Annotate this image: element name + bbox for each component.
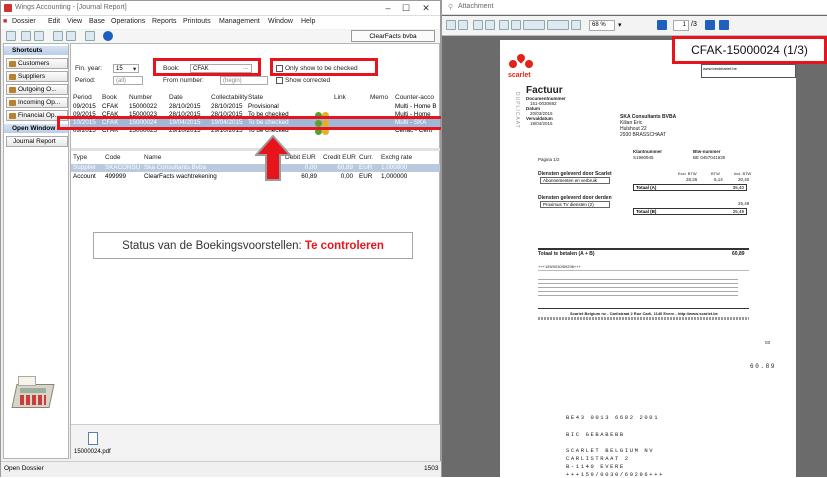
col-exchange-rate[interactable]: Exchg rate bbox=[381, 154, 413, 161]
sidebar-item-outgoing[interactable] bbox=[6, 84, 68, 95]
cell: Ska Consultants Bvba bbox=[144, 164, 206, 171]
warning-icon[interactable] bbox=[322, 128, 329, 135]
cell: CFAK bbox=[102, 103, 119, 110]
total-a-value: 35,40 bbox=[732, 185, 744, 190]
cell: CFAK bbox=[102, 111, 119, 118]
cell: 499999 bbox=[105, 173, 127, 180]
menu-management[interactable]: Management bbox=[219, 18, 260, 25]
minimize-button[interactable]: – bbox=[385, 3, 391, 13]
calculator-icon bbox=[10, 372, 56, 412]
total-box bbox=[633, 184, 747, 191]
invoice-title: Factuur bbox=[526, 85, 563, 96]
next-page-icon[interactable] bbox=[705, 20, 715, 30]
save-icon[interactable] bbox=[446, 20, 456, 30]
scarlet-logo-icon bbox=[508, 54, 534, 70]
status-bar bbox=[1, 461, 442, 477]
attachment-filename[interactable]: 15000024.pdf bbox=[74, 449, 111, 455]
menu-dossier[interactable]: Dossier bbox=[12, 18, 36, 25]
col-memo[interactable]: Memo bbox=[370, 94, 389, 101]
fin-year-label: Fin. year: bbox=[75, 65, 103, 72]
menu-window[interactable]: Window bbox=[268, 18, 293, 25]
zoom-out-icon[interactable] bbox=[485, 20, 495, 30]
status-text: Open Dossier bbox=[4, 465, 44, 472]
menu-printouts[interactable]: Printouts bbox=[183, 18, 211, 25]
sidebar-item-label: Customers bbox=[18, 60, 50, 67]
cell: CFAK bbox=[102, 127, 119, 134]
sidebar-item-label: Financial Op... bbox=[18, 112, 60, 119]
field-value: 151-0030692 bbox=[530, 101, 557, 106]
check-icon[interactable] bbox=[315, 120, 322, 127]
cell: 15000023 bbox=[129, 111, 158, 118]
show-corrected-label: Show corrected bbox=[285, 77, 331, 84]
col-debit[interactable]: Debit EUR bbox=[285, 154, 316, 161]
total-label: Totaal te betalen (A + B) bbox=[538, 251, 595, 257]
attachment-strip bbox=[71, 424, 440, 459]
open-icon[interactable] bbox=[6, 31, 16, 41]
cell: EUR bbox=[359, 164, 373, 171]
bic: BIC GEBABEBB bbox=[566, 431, 625, 438]
zoom-select[interactable]: 68 % bbox=[589, 20, 615, 31]
table-row-selected[interactable] bbox=[71, 119, 440, 127]
sidebar-item-suppliers[interactable] bbox=[6, 71, 68, 82]
only-checked-label: Only show to be checked bbox=[285, 65, 358, 72]
terms-text bbox=[538, 276, 738, 296]
cell: 09/2015 bbox=[73, 111, 96, 118]
top-note: www.bestetarief.be bbox=[703, 66, 737, 71]
item-box bbox=[540, 201, 610, 208]
redo-icon[interactable] bbox=[66, 31, 76, 41]
fin-year-select[interactable]: 15 bbox=[113, 64, 139, 73]
address-line: SKA Consultants BVBA bbox=[620, 114, 677, 120]
cell: Multi - Home B bbox=[395, 103, 437, 110]
print-icon[interactable] bbox=[458, 20, 468, 30]
period-label: Period: bbox=[75, 77, 96, 84]
col-head: Incl. BTW bbox=[734, 171, 752, 176]
cell: 28/10/2015 bbox=[169, 103, 201, 110]
from-number-label: From number: bbox=[163, 77, 204, 84]
field-label: Documentnummer bbox=[526, 96, 566, 101]
page-input[interactable]: 1 bbox=[673, 20, 689, 31]
sidebar-item-label: Suppliers bbox=[18, 73, 46, 80]
paperclip-icon: ⚲ bbox=[448, 4, 454, 11]
cell: ClearFacts wachtrekening bbox=[144, 173, 217, 180]
folder-icon bbox=[9, 74, 16, 80]
zoom-in-icon[interactable] bbox=[473, 20, 483, 30]
undo-icon[interactable] bbox=[53, 31, 63, 41]
sidebar-item-label: Outgoing O... bbox=[18, 86, 57, 93]
col-head: BTW bbox=[711, 171, 720, 176]
total-b-label: Totaal (B) bbox=[636, 209, 657, 214]
col-type[interactable]: Type bbox=[73, 154, 88, 161]
main-toolbar bbox=[1, 30, 440, 43]
from-number-input[interactable]: (begin) bbox=[220, 76, 268, 85]
iban: BE43 0013 6602 2001 bbox=[566, 414, 660, 421]
menu-view[interactable]: View bbox=[67, 18, 83, 25]
cell: 0,00 bbox=[304, 164, 317, 171]
attachment-toolbar bbox=[442, 16, 827, 36]
btw-label: Btw-nummer bbox=[693, 149, 721, 154]
status-code: 1503 bbox=[424, 465, 439, 472]
book-label: Book: bbox=[163, 65, 180, 72]
struct-comm: +++159/0030/69296+++ bbox=[538, 264, 581, 269]
cell: 15000022 bbox=[129, 103, 158, 110]
pdf-file-icon[interactable] bbox=[88, 432, 98, 445]
total-a-label: Totaal (A) bbox=[636, 185, 657, 190]
cell: Account bbox=[73, 173, 96, 180]
cell: 29/10/2015 bbox=[169, 127, 201, 134]
total-box bbox=[633, 208, 747, 215]
field-value: 19/04/2015 bbox=[530, 121, 553, 126]
col-counter-account[interactable]: Counter-acco bbox=[395, 94, 435, 101]
print-icon[interactable] bbox=[21, 31, 31, 41]
cell: 19/04/2015 bbox=[169, 119, 201, 126]
check-icon[interactable] bbox=[315, 112, 322, 119]
last-page-icon[interactable] bbox=[719, 20, 729, 30]
client-value: S1960945 bbox=[633, 155, 654, 160]
col-number[interactable]: Number bbox=[129, 94, 153, 101]
client-label: Klantnummer bbox=[633, 149, 663, 154]
cell: 28/10/2015 bbox=[211, 103, 243, 110]
close-button[interactable]: ✕ bbox=[422, 3, 430, 13]
menu-operations[interactable]: Operations bbox=[111, 18, 146, 25]
cell: CFAK bbox=[102, 119, 119, 126]
col-book[interactable]: Book bbox=[102, 94, 117, 101]
save-icon[interactable] bbox=[34, 31, 44, 41]
cell: 1,000000 bbox=[381, 164, 408, 171]
col-head: Excl. BTW bbox=[678, 171, 697, 176]
amount: 25,49 bbox=[738, 201, 750, 206]
section-title: Diensten geleverd door Scarlet bbox=[538, 171, 612, 177]
field-value: 20/03/2015 bbox=[530, 111, 553, 116]
cell: 0,00 bbox=[340, 173, 353, 180]
top-table-header bbox=[71, 94, 440, 102]
window-title: Wings Accounting - [Journal Report] bbox=[15, 4, 127, 11]
item-label: Abonnementen en verbruik bbox=[543, 178, 598, 183]
address-line: 2930 BRASSCHAAT bbox=[620, 132, 667, 138]
col-code[interactable]: Code bbox=[105, 154, 121, 161]
invoice-document bbox=[500, 40, 796, 477]
folder-icon bbox=[9, 113, 16, 119]
menu-help[interactable]: Help bbox=[301, 18, 316, 25]
cell: 09/2015 bbox=[73, 103, 96, 110]
cell: SKACONSU bbox=[105, 164, 141, 171]
cell: Cenac - Cent bbox=[395, 127, 433, 134]
attachment-title: Attachment bbox=[458, 3, 494, 10]
payee: CARLISTRAAT 2 bbox=[566, 455, 630, 462]
table-row[interactable] bbox=[71, 111, 440, 119]
total-value: 60,89 bbox=[732, 251, 745, 257]
col-collectability[interactable]: Collectability bbox=[211, 94, 248, 101]
chevron-down-icon[interactable]: ▾ bbox=[618, 22, 622, 29]
divider bbox=[538, 248, 749, 250]
chevron-down-icon[interactable]: ▾ bbox=[133, 66, 137, 73]
menu-bar bbox=[1, 16, 440, 29]
sidebar-item-journal-report[interactable]: Journal Report bbox=[6, 136, 68, 147]
divider bbox=[538, 308, 749, 309]
view-mode-icon-2[interactable] bbox=[547, 20, 569, 30]
address-line: Hulshout 22 bbox=[620, 126, 647, 132]
sidebar bbox=[3, 43, 69, 459]
cell: 15000025 bbox=[129, 127, 158, 134]
cell: 60,89 bbox=[337, 164, 353, 171]
sidebar-item-label: Incoming Op... bbox=[18, 99, 61, 106]
top-note-box bbox=[701, 64, 796, 78]
help-icon[interactable] bbox=[103, 31, 113, 41]
menu-edit[interactable]: Edit bbox=[48, 18, 61, 25]
cell: To be checked bbox=[248, 111, 289, 118]
open-windows-header[interactable]: Open Window bbox=[4, 124, 68, 133]
sidebar-item-incoming[interactable] bbox=[6, 97, 68, 108]
cell: Supplier bbox=[73, 164, 97, 171]
book-input[interactable]: CFAK bbox=[190, 64, 252, 73]
page-count: Pagina 1/2 bbox=[538, 157, 560, 162]
table-row[interactable] bbox=[71, 103, 440, 111]
warning-icon[interactable] bbox=[322, 112, 329, 119]
maximize-button[interactable]: ☐ bbox=[401, 3, 411, 13]
arrow-up-icon bbox=[255, 135, 291, 181]
total-b-value: 25,49 bbox=[732, 209, 744, 214]
attachment-title-bar bbox=[442, 0, 827, 15]
payee: B-1140 EVERE bbox=[566, 463, 625, 470]
col-period[interactable]: Period bbox=[73, 94, 92, 101]
side-number: 03 bbox=[765, 340, 771, 345]
address-line: Kilian Eric bbox=[620, 120, 643, 126]
item-box bbox=[540, 177, 610, 184]
cell: EUR bbox=[359, 173, 373, 180]
grid-icon[interactable] bbox=[85, 31, 95, 41]
item-label: Proximus TV diensten (2) bbox=[543, 202, 594, 207]
menu-reports[interactable]: Reports bbox=[152, 18, 177, 25]
prev-page-icon[interactable] bbox=[657, 20, 667, 30]
reference: +++159/0030/69296+++ bbox=[566, 471, 665, 478]
cell: Multi - Home bbox=[395, 111, 431, 118]
btw-value: BE 0457041630 bbox=[693, 155, 726, 160]
section-title: Diensten geleverd door derden bbox=[538, 195, 612, 201]
callout-highlight: Te controleren bbox=[304, 240, 384, 252]
cell: To be checked bbox=[248, 119, 289, 126]
fit-width-icon[interactable] bbox=[511, 20, 521, 30]
footer-details bbox=[538, 317, 749, 320]
check-icon[interactable] bbox=[315, 128, 322, 135]
cell: 28/10/2015 bbox=[169, 111, 201, 118]
payee: SCARLET BELGIUM NV bbox=[566, 447, 655, 454]
view-mode-icon[interactable] bbox=[523, 20, 545, 30]
folder-icon bbox=[9, 87, 16, 93]
sidebar-item-financial[interactable] bbox=[6, 110, 68, 121]
cell: 60,89 bbox=[301, 173, 317, 180]
field-label: Vervaldatum bbox=[526, 116, 553, 121]
col-link[interactable]: Link bbox=[334, 94, 346, 101]
shortcuts-header[interactable]: Shortcuts bbox=[4, 46, 68, 55]
col-state[interactable]: State bbox=[248, 94, 264, 101]
callout-text: Status van de Boekingsvoorstellen: bbox=[122, 240, 305, 252]
amount: 6,14 bbox=[714, 177, 723, 182]
side-total: 60.89 bbox=[750, 363, 777, 370]
period-input[interactable]: (all) bbox=[113, 76, 143, 85]
brand-name: scarlet bbox=[508, 72, 531, 79]
col-credit[interactable]: Credit EUR bbox=[323, 154, 356, 161]
field-label: Datum bbox=[526, 106, 541, 111]
status-callout bbox=[93, 232, 413, 259]
folder-icon bbox=[9, 100, 16, 106]
cell: Multi - SKA bbox=[395, 119, 427, 126]
cell: 10/2015 bbox=[73, 119, 96, 126]
attachment-window bbox=[441, 0, 827, 477]
page-total: /3 bbox=[691, 21, 697, 28]
cell: 09/2015 bbox=[73, 127, 96, 134]
only-checked-checkbox[interactable] bbox=[276, 65, 283, 72]
rotate-icon[interactable] bbox=[571, 20, 581, 30]
sidebar-item-customers[interactable] bbox=[6, 58, 68, 69]
app-icon bbox=[4, 4, 12, 12]
book-lookup-button[interactable]: … bbox=[243, 65, 248, 71]
folder-icon bbox=[9, 61, 16, 67]
fit-page-icon[interactable] bbox=[499, 20, 509, 30]
cell: Provisional bbox=[248, 103, 279, 110]
cell: 19/04/2015 bbox=[211, 119, 243, 126]
show-corrected-checkbox[interactable] bbox=[276, 77, 283, 84]
duplicate-stamp: DUPLICAAT bbox=[514, 92, 520, 129]
menu-base[interactable]: Base bbox=[89, 18, 105, 25]
col-currency[interactable]: Curr. bbox=[359, 154, 374, 161]
cell: 15000024 bbox=[129, 119, 158, 126]
title-bar bbox=[1, 1, 440, 16]
amount: 30,40 bbox=[738, 177, 750, 182]
col-name[interactable]: Name bbox=[144, 154, 162, 161]
cell: 1,000000 bbox=[381, 173, 408, 180]
doc-id-label: CFAK-15000024 (1/3) bbox=[672, 36, 827, 64]
divider bbox=[538, 270, 749, 271]
amount: 28,26 bbox=[686, 177, 698, 182]
cell: 28/10/2015 bbox=[211, 111, 243, 118]
table-row[interactable] bbox=[71, 127, 440, 135]
clearfacts-button[interactable]: ClearFacts bvba bbox=[351, 30, 435, 42]
cell: To be checked bbox=[248, 127, 289, 134]
cell: 29/10/2015 bbox=[211, 127, 243, 134]
menu-app-icon[interactable]: ■ bbox=[3, 18, 8, 25]
warning-icon[interactable] bbox=[322, 120, 329, 127]
footer-text: Scarlet Belgium nv - Carlistraat 2 Rue Carli, 1140 Evere - http://www.scarlet.be bbox=[570, 311, 718, 316]
col-date[interactable]: Date bbox=[169, 94, 183, 101]
